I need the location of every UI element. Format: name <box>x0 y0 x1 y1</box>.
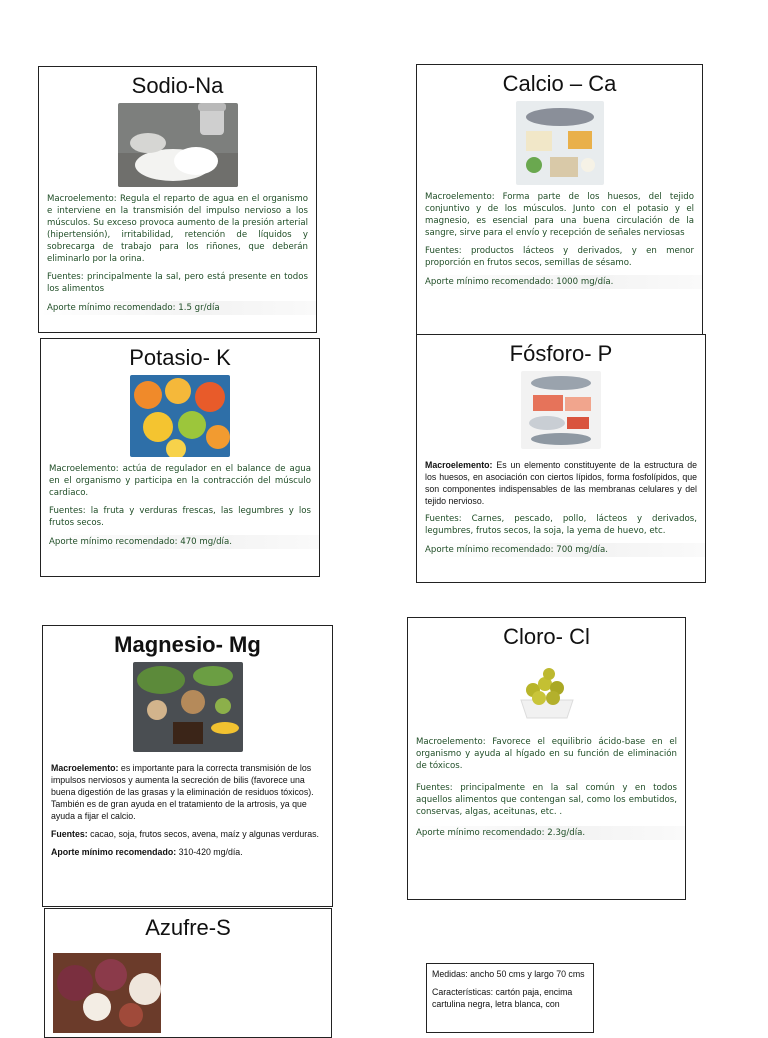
salt-photo <box>118 103 238 187</box>
card-magnesio <box>42 625 333 907</box>
card-title: Potasio- K <box>129 345 231 370</box>
olives-photo <box>517 660 577 722</box>
note-medidas: Medidas: ancho 50 cms y largo 70 cms <box>432 969 585 979</box>
card-title: Sodio-Na <box>131 73 224 98</box>
card-description <box>417 459 705 507</box>
card-description: Macroelemento: Regula el reparto de agua en el organismo e interviene en la transmisión del impulso nervioso a los músculos. Su exceso provoca aumento de la presión arterial (hipertensión), irritabilidad, retención de líquidos y sobrecarga de trabajo para los riñones, que deberán eliminarlo por la orina. <box>47 194 308 264</box>
card-title: Magnesio- Mg <box>114 632 261 657</box>
card-sources: Fuentes: principalmente en la sal común y en todos aquellos alimentos que contengan sal, como los embutidos, conservas, algas, aceitunas, etc. . <box>416 783 677 817</box>
card-intake: Aporte mínimo recomendado: 1000 mg/día. <box>417 275 702 289</box>
card-sources: Fuentes: la fruta y verduras frescas, las legumbres y los frutos secos. <box>49 506 311 528</box>
note-box <box>426 963 594 1033</box>
card-description <box>43 762 332 822</box>
card-sodio <box>38 66 317 333</box>
intake-label: Aporte mínimo recomendado: <box>51 847 177 857</box>
note-caracteristicas: Características: cartón paja, encima cartulina negra, letra blanca, con <box>432 987 573 1009</box>
card-intake: Aporte mínimo recomendado: 700 mg/día. <box>417 543 705 557</box>
card-title: Cloro- Cl <box>503 624 590 649</box>
intake-text: 310-420 mg/día. <box>178 847 243 857</box>
card-description: Macroelemento: Favorece el equilibrio ácido-base en el organismo y ayuda al hígado en su función de eliminación de tóxicos. <box>416 737 677 771</box>
card-description: Macroelemento: actúa de regulador en el balance de agua en el organismo y participa en la contracción del músculo cardiaco. <box>49 464 311 498</box>
card-title: Fósforo- P <box>509 341 613 366</box>
card-sources: Fuentes: productos lácteos y derivados, y en menor proporción en frutos secos, semillas de sésamo. <box>425 246 694 268</box>
card-azufre <box>44 908 332 1038</box>
card-potasio <box>40 338 320 577</box>
card-cloro <box>407 617 686 900</box>
card-description: Macroelemento: Forma parte de los huesos, del tejido conjuntivo y de los músculos. Junto con el potasio y el magnesio, es esencial para una buena circulación de la sangre, sirve para el envío y recepción de señales nerviosas <box>425 192 694 238</box>
card-intake: Aporte mínimo recomendado: 470 mg/día. <box>41 535 319 549</box>
nuts-greens-photo <box>133 662 243 752</box>
onion-garlic-photo <box>53 953 161 1033</box>
citrus-photo <box>130 375 230 457</box>
description-text: es importante para la correcta transmisión de los impulsos nerviosos y aumenta la secreción de bilis (favorece una buena digestión de las grasas y la eliminación de residuos tóxicos). También es de gran ayuda en el tratamiento de la artrosis, ya que ayuda a fijar el calcio. <box>51 763 314 821</box>
dairy-fish-photo <box>516 101 604 185</box>
card-intake: Aporte mínimo recomendado: 2.3g/día. <box>408 826 685 840</box>
description-label: Macroelemento: <box>51 763 119 773</box>
meat-fish-photo <box>521 371 601 449</box>
sources-label: Fuentes: <box>51 829 88 839</box>
description-label: Macroelemento: <box>425 460 493 470</box>
sources-text: cacao, soja, frutos secos, avena, maíz y algunas verduras. <box>90 829 319 839</box>
card-fosforo <box>416 334 706 583</box>
card-calcio <box>416 64 703 335</box>
card-sources: Fuentes: Carnes, pescado, pollo, lácteos y derivados, legumbres, frutos secos, la soja, la yema de huevo, etc. <box>425 514 697 536</box>
description-text: Es un elemento constituyente de la estructura de los huesos, en asociación con ciertos lípidos, forma fosfolípidos, que son componentes indispensables de las membranas celulares y del tejido nervioso. <box>425 460 697 506</box>
card-title: Azufre-S <box>145 915 231 940</box>
card-sources: Fuentes: principalmente la sal, pero está presente en todos los alimentos <box>47 272 308 294</box>
card-intake <box>43 846 332 858</box>
card-title: Calcio – Ca <box>502 71 617 96</box>
card-sources <box>43 828 332 840</box>
card-intake: Aporte mínimo recomendado: 1.5 gr/día <box>39 301 316 315</box>
